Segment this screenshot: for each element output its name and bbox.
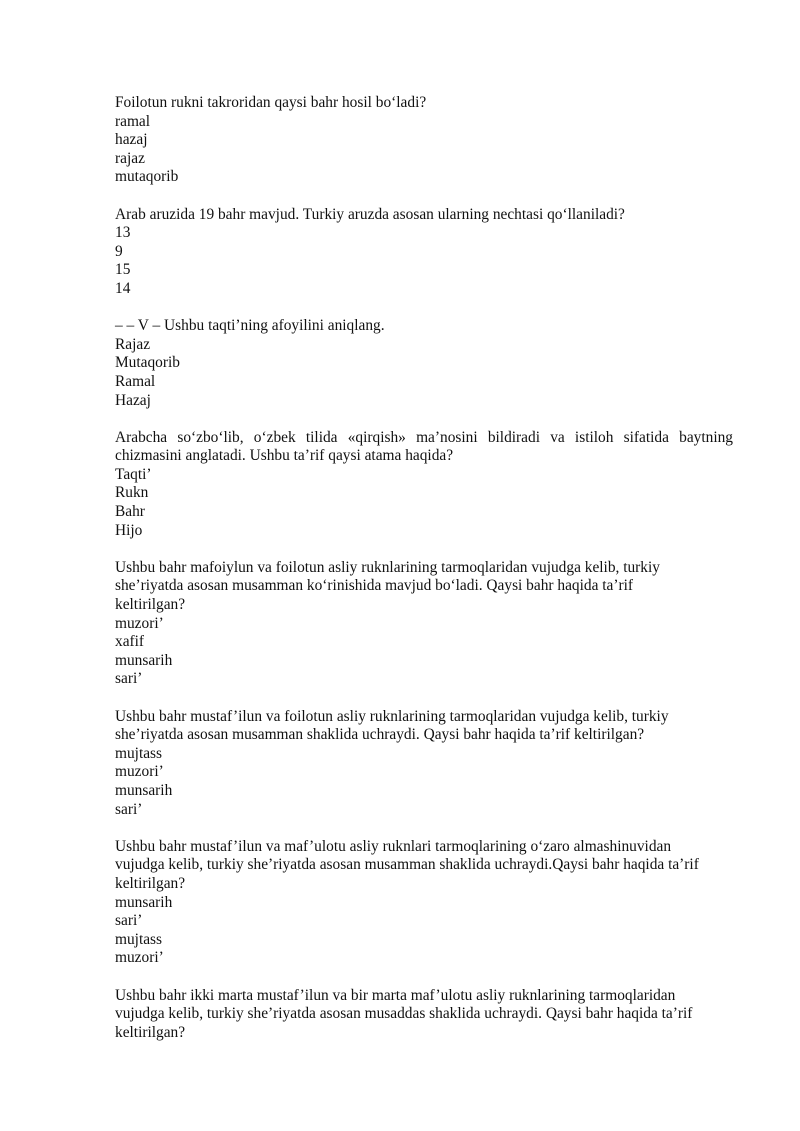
- question-line: vujudga kelib, turkiy she’riyatda asosan musaddas shaklida uchraydi. Qaysi bahr haqida ta’rif: [115, 1005, 693, 1023]
- answer-option: sari’: [115, 670, 143, 688]
- question-line: she’riyatda asosan musamman ko‘rinishida mavjud bo‘ladi. Qaysi bahr haqida ta’rif: [115, 577, 634, 595]
- answer-option: munsarih: [115, 893, 173, 911]
- answer-option: Ramal: [115, 372, 156, 390]
- question-text: [115, 317, 733, 336]
- question-text: [115, 838, 733, 894]
- answer-option: rajaz: [115, 149, 145, 167]
- question-line: Ushbu bahr mustaf’ilun va maf’ulotu asliy ruknlari tarmoqlarining o‘zaro almashinuvidan: [115, 837, 672, 855]
- question-text: [115, 559, 733, 615]
- question-line: Ushbu bahr mafoiylun va foilotun asliy ruknlarining tarmoqlaridan vujudga kelib, turkiy: [115, 558, 660, 576]
- question-block: [115, 429, 733, 541]
- question-block: [115, 708, 733, 820]
- answer-option: 15: [115, 261, 131, 279]
- question-line: Arab aruzida 19 bahr mavjud. Turkiy aruzda asosan ularning nechtasi qo‘llaniladi?: [115, 205, 625, 223]
- question-text: [115, 708, 733, 745]
- question-block: [115, 987, 733, 1043]
- answer-option: ramal: [115, 112, 151, 130]
- question-text: [115, 94, 733, 113]
- answer-option: mujtass: [115, 744, 163, 762]
- question-text: Arabcha so‘zbo‘lib, o‘zbek tilida «qirqish» ma’nosini bildiradi va istiloh sifatida baytning chizmasini anglatadi. Ushbu ta’rif qaysi atama haqida?: [115, 428, 733, 465]
- answer-option: Taqti’: [115, 465, 152, 483]
- question-line: Ushbu bahr mustaf’ilun va foilotun asliy ruknlarining tarmoqlaridan vujudga kelib, turkiy: [115, 707, 669, 725]
- question-block: [115, 838, 733, 968]
- answer-option: sari’: [115, 912, 143, 930]
- answer-option: xafif: [115, 633, 145, 651]
- answer-option: 14: [115, 279, 131, 297]
- answer-option: Mutaqorib: [115, 354, 180, 372]
- answer-option: Hijo: [115, 521, 143, 539]
- question-line: keltirilgan?: [115, 874, 186, 892]
- question-block: [115, 206, 733, 299]
- answer-option: hazaj: [115, 131, 148, 149]
- question-line: – – V – Ushbu taqti’ning afoyilini aniqlang.: [115, 317, 385, 335]
- question-line: Ushbu bahr ikki marta mustaf’ilun va bir marta maf’ulotu asliy ruknlarining tarmoqlaridan: [115, 986, 676, 1004]
- question-text: [115, 206, 733, 225]
- answer-option: Hazaj: [115, 391, 151, 409]
- question-block: [115, 94, 733, 187]
- answer-option: muzori’: [115, 763, 164, 781]
- answer-option: mujtass: [115, 930, 163, 948]
- question-line: keltirilgan?: [115, 596, 186, 614]
- answer-option: munsarih: [115, 781, 173, 799]
- answer-option: mutaqorib: [115, 168, 179, 186]
- question-line: Foilotun rukni takroridan qaysi bahr hosil bo‘ladi?: [115, 94, 427, 111]
- question-line: keltirilgan?: [115, 1023, 186, 1041]
- question-line: she’riyatda asosan musamman shaklida uchraydi. Qaysi bahr haqida ta’rif keltirilgan?: [115, 726, 645, 744]
- answer-option: 9: [115, 242, 123, 260]
- question-block: [115, 559, 733, 689]
- answer-option: Bahr: [115, 503, 145, 521]
- question-line: vujudga kelib, turkiy she’riyatda asosan musamman shaklida uchraydi.Qaysi bahr haqida ta’rif: [115, 856, 699, 874]
- answer-option: 13: [115, 224, 131, 242]
- answer-option: Rajaz: [115, 335, 151, 353]
- answer-option: sari’: [115, 800, 143, 818]
- answer-option: muzori’: [115, 614, 164, 632]
- question-block: [115, 317, 733, 410]
- answer-option: muzori’: [115, 949, 164, 967]
- answer-option: Rukn: [115, 484, 149, 502]
- answer-option: munsarih: [115, 651, 173, 669]
- document-body: [115, 94, 733, 1061]
- question-text: [115, 987, 733, 1043]
